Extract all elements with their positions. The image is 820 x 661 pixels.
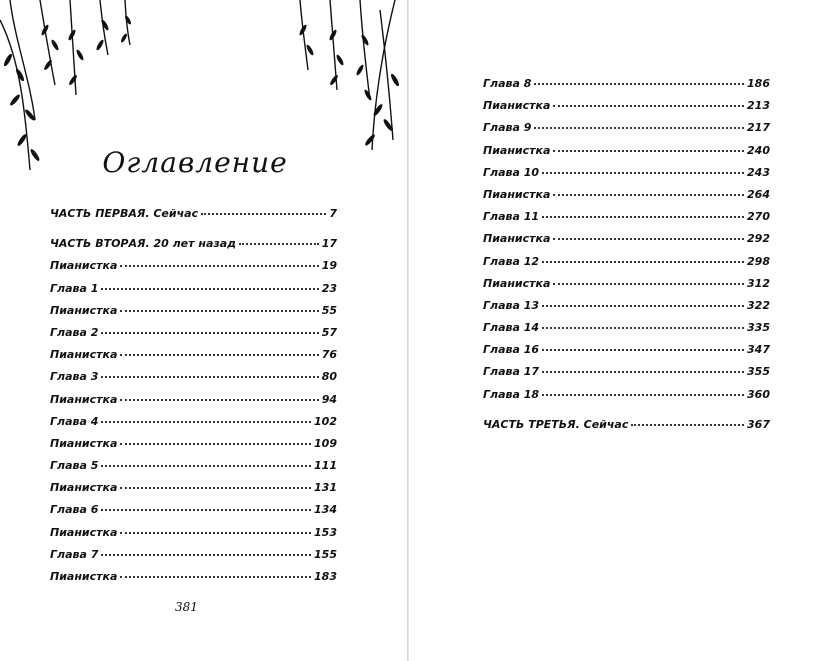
toc-entry [50,255,337,277]
toc-entry [50,499,337,521]
toc-entry [50,366,337,388]
toc-entry-label: Глава 4 [50,414,99,428]
toc-entry-label: Пианистка [483,276,551,290]
toc-entry-page: 347 [747,343,770,357]
toc-leader-dots [542,385,744,396]
toc-entry-label: Глава 11 [483,210,540,224]
toc-leader-dots [553,96,744,107]
toc-entry [50,566,337,588]
toc-entry [483,162,770,184]
toc-leader-dots [101,500,311,511]
toc-leader-dots [101,545,311,556]
toc-leader-dots [631,415,744,426]
toc-leader-dots [120,390,318,401]
toc-entry-label: Глава 3 [50,370,99,384]
toc-entry-label: ЧАСТЬ ПЕРВАЯ. Сейчас [50,207,199,220]
toc-leader-dots [553,185,744,196]
toc-entry [483,117,770,139]
toc-leader-dots [120,345,318,356]
toc-entry-page: 17 [321,237,337,251]
toc-leader-dots [101,412,311,423]
toc-entry-page: 213 [747,99,770,113]
toc-entry [483,206,770,228]
toc-entry-page: 19 [321,259,337,273]
toc-entry-label: Глава 1 [50,281,99,295]
book-spine [407,0,409,661]
toc-entry-label: Глава 17 [483,365,540,379]
toc-entry-page: 57 [321,325,337,339]
toc-entry-label: ЧАСТЬ ВТОРАЯ. 20 лет назад [50,237,237,251]
toc-leader-dots [101,323,318,334]
toc-entry-label: Глава 10 [483,165,540,179]
toc-leader-dots [120,434,311,445]
toc-entry-page: 264 [747,187,770,201]
toc-leader-dots [201,204,326,215]
toc-entry [483,95,770,117]
toc-leader-dots [101,367,318,378]
left-page [0,0,408,661]
toc-leader-dots [553,274,744,285]
toc-entry-page: 240 [747,143,770,157]
toc-leader-dots [120,478,311,489]
toc-entry-page: 80 [321,370,337,384]
toc-entry [483,184,770,206]
toc-entry [50,278,337,300]
toc-entry [50,455,337,477]
toc-entry [50,233,337,255]
toc-entry [483,317,770,339]
toc-entry-label: Глава 8 [483,77,532,90]
toc-entry-label: Пианистка [50,481,118,495]
toc-entry [483,339,770,361]
toc-entry [50,389,337,411]
toc-entry-page: 7 [329,207,337,220]
toc-leader-dots [542,318,744,329]
page-number: 381 [175,600,198,614]
toc-leader-dots [542,163,744,174]
toc-entry-label: Глава 9 [483,121,532,135]
toc-entry-label: Глава 14 [483,321,540,335]
toc-entry [50,300,337,322]
toc-entry-label: Пианистка [50,259,118,273]
toc-entry-label: Глава 18 [483,387,540,401]
toc-entry-page: 155 [314,547,337,561]
toc-entry-page: 131 [314,481,337,495]
toc-entry-label: Пианистка [483,187,551,201]
toc-leader-dots [534,74,744,85]
toc-leader-dots [101,279,318,290]
toc-entry-page: 292 [747,232,770,246]
toc-entry [50,411,337,433]
toc-entry-page: 360 [747,387,770,401]
toc-entry-page: 76 [321,348,337,362]
toc-entry [483,414,770,436]
toc-entry-label: Глава 2 [50,325,99,339]
toc-leader-dots [120,256,318,267]
toc-entry-page: 102 [314,414,337,428]
toc-entry-label: Пианистка [483,99,551,113]
toc-entry-page: 23 [321,281,337,295]
toc-leader-dots [553,141,744,152]
toc-entry-label: Глава 5 [50,459,99,473]
toc-entry [483,73,770,95]
toc-leader-dots [534,118,744,129]
toc-entry-page: 335 [747,321,770,335]
toc-entry-page: 312 [747,276,770,290]
toc-entry-page: 186 [747,77,770,90]
toc-entry-page: 243 [747,165,770,179]
toc-entry-page: 183 [314,570,337,583]
toc-entry-label: Глава 13 [483,298,540,312]
toc-entry-page: 111 [314,459,337,473]
toc-entry [483,295,770,317]
toc-entry-page: 94 [321,392,337,406]
toc-entry [483,140,770,162]
toc-entry [50,477,337,499]
toc-entry-page: 55 [321,303,337,317]
toc-leader-dots [542,207,744,218]
toc-leader-dots [553,229,744,240]
toc-entry-page: 134 [314,503,337,517]
toc-entry [50,203,337,225]
toc-entry-page: 298 [747,254,770,268]
toc-entry-label: Глава 6 [50,503,99,517]
toc-entry-label: Глава 16 [483,343,540,357]
toc-left-column [50,203,337,588]
toc-leader-dots [120,523,311,534]
toc-entry-page: 322 [747,298,770,312]
toc-leader-dots [542,252,744,263]
toc-leader-dots [120,301,318,312]
toc-entry-page: 367 [747,417,770,431]
toc-leader-dots [239,234,319,245]
toc-entry-page: 270 [747,210,770,224]
toc-entry [483,251,770,273]
toc-entry-page: 355 [747,365,770,379]
toc-entry [50,344,337,366]
toc-leader-dots [101,456,311,467]
toc-entry [483,273,770,295]
toc-entry-page: 217 [747,121,770,135]
toc-entry-label: Пианистка [483,232,551,246]
toc-entry-label: Пианистка [50,436,118,450]
page-title: Оглавление [102,146,288,179]
toc-entry [483,228,770,250]
toc-entry-label: Пианистка [50,525,118,539]
toc-entry-label: Пианистка [50,303,118,317]
toc-leader-dots [542,340,744,351]
toc-leader-dots [542,362,744,373]
toc-right-column [483,73,770,436]
toc-entry-page: 109 [314,436,337,450]
toc-leader-dots [120,567,311,578]
toc-entry [483,384,770,406]
toc-entry-label: ЧАСТЬ ТРЕТЬЯ. Сейчас [483,417,629,431]
toc-entry-label: Пианистка [50,348,118,362]
toc-entry-label: Пианистка [483,143,551,157]
toc-entry [50,544,337,566]
toc-entry-label: Пианистка [50,570,118,583]
toc-entry [483,361,770,383]
toc-entry-label: Глава 12 [483,254,540,268]
toc-leader-dots [542,296,744,307]
toc-entry [50,433,337,455]
toc-entry-label: Пианистка [50,392,118,406]
toc-entry [50,322,337,344]
toc-entry-label: Глава 7 [50,547,99,561]
toc-entry [50,522,337,544]
toc-entry-page: 153 [314,525,337,539]
